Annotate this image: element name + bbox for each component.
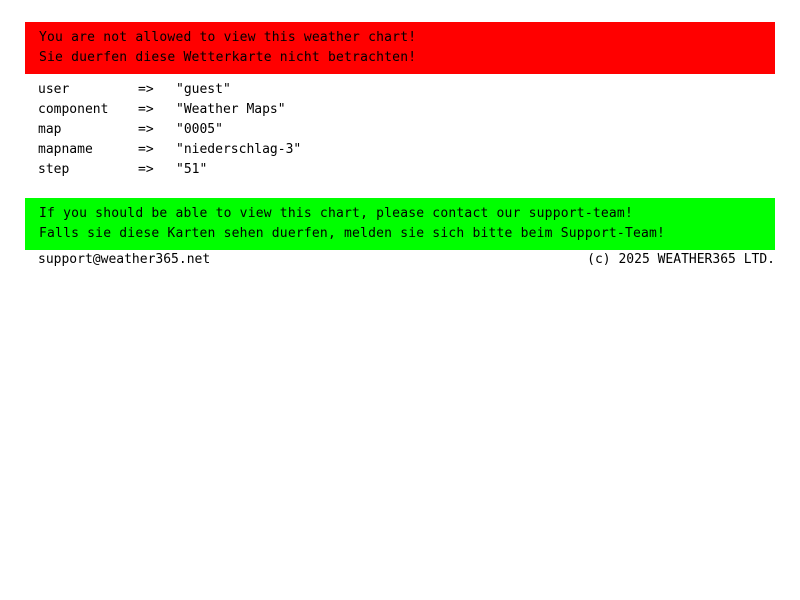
- param-value: "guest": [176, 82, 231, 97]
- param-arrow: =>: [138, 82, 154, 97]
- copyright-text: (c) 2025 WEATHER365 LTD.: [587, 252, 775, 267]
- footer: [38, 250, 775, 270]
- info-banner-line-de: Falls sie diese Karten sehen duerfen, melden sie sich bitte beim Support-Team!: [39, 226, 666, 241]
- table-row: [38, 160, 301, 180]
- error-banner-line-de: Sie duerfen diese Wetterkarte nicht betrachten!: [39, 50, 417, 65]
- param-key: step: [38, 162, 70, 177]
- param-arrow: =>: [138, 102, 154, 117]
- table-row: [38, 140, 301, 160]
- param-key: component: [38, 102, 109, 117]
- param-arrow: =>: [138, 142, 154, 157]
- param-key: mapname: [38, 142, 93, 157]
- param-value: "niederschlag-3": [176, 142, 302, 157]
- param-value: "Weather Maps": [176, 102, 286, 117]
- support-email-link[interactable]: support@weather365.net: [38, 252, 211, 267]
- param-value: "0005": [176, 122, 223, 137]
- error-banner: [25, 22, 775, 74]
- info-banner: [25, 198, 775, 250]
- param-key: map: [38, 122, 62, 137]
- table-row: [38, 100, 301, 120]
- param-arrow: =>: [138, 122, 154, 137]
- parameter-table: [38, 80, 301, 180]
- param-arrow: =>: [138, 162, 154, 177]
- error-banner-line-en: You are not allowed to view this weather chart!: [39, 30, 417, 45]
- table-row: [38, 120, 301, 140]
- param-key: user: [38, 82, 70, 97]
- param-value: "51": [176, 162, 208, 177]
- table-row: [38, 80, 301, 100]
- info-banner-line-en: If you should be able to view this chart, please contact our support-team!: [39, 206, 633, 221]
